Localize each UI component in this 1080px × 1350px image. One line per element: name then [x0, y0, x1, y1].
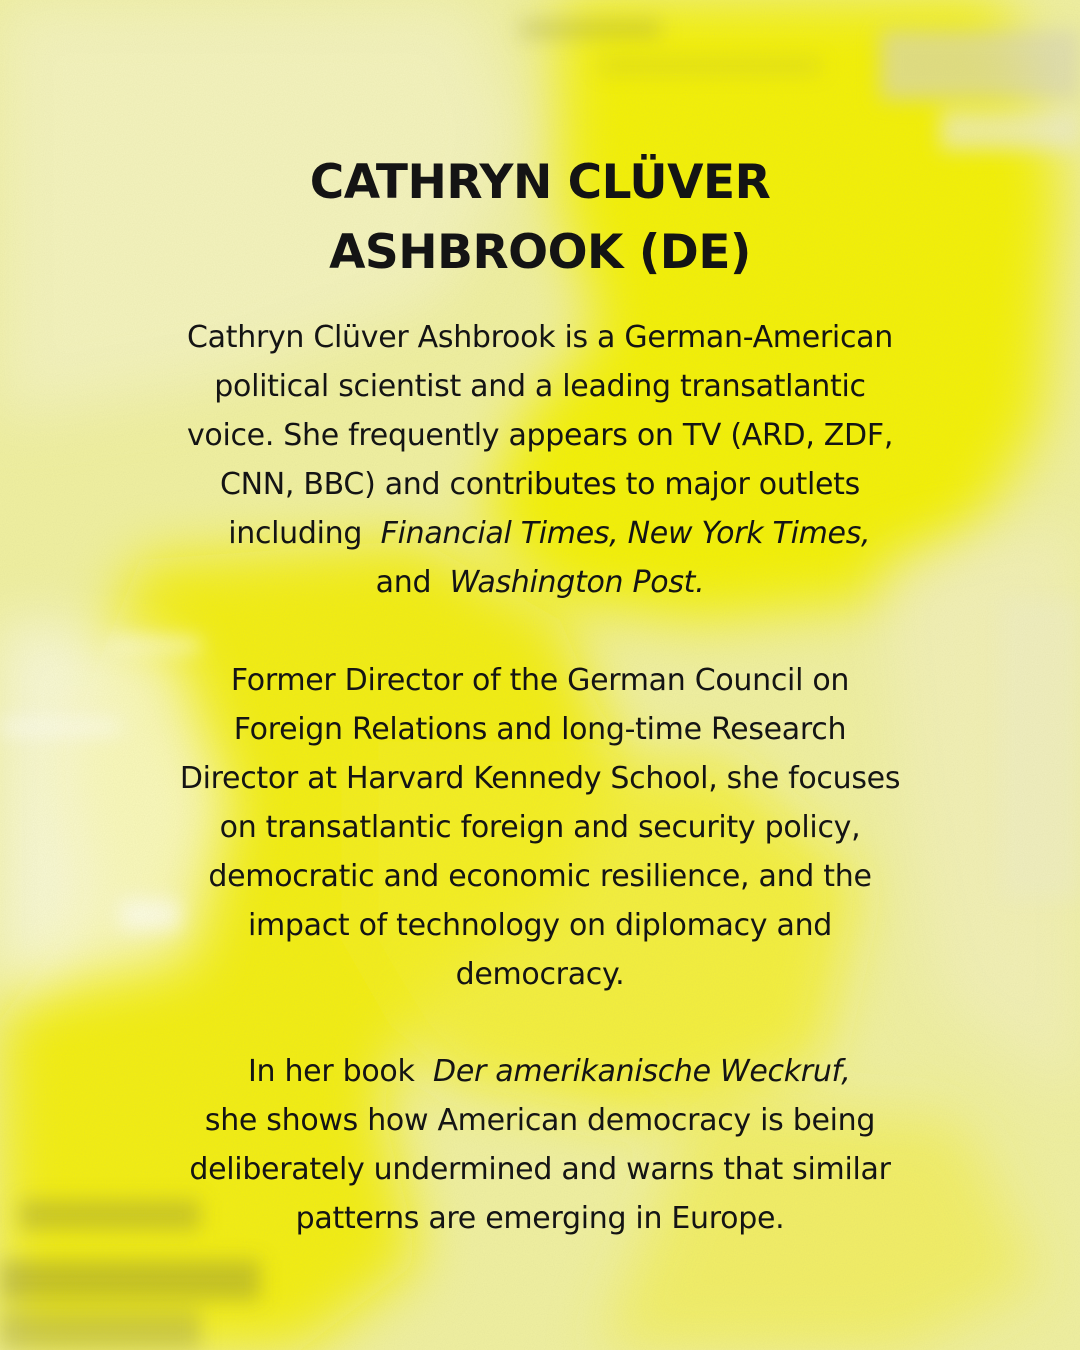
bio-line: on transatlantic foreign and security policy,: [219, 810, 861, 845]
outlet-names: Financial Times, New York Times,: [380, 516, 871, 551]
bio-line: Foreign Relations and long-time Research: [233, 712, 847, 747]
outlet-name: Washington Post.: [449, 565, 705, 600]
book-title: Der amerikanische Weckruf,: [433, 1054, 851, 1089]
bio-text: including: [228, 516, 363, 551]
bio-line: democracy.: [455, 957, 625, 992]
speaker-name-title: [140, 148, 940, 288]
bio-line: deliberately undermined and warns that similar: [189, 1152, 891, 1187]
bio-line: voice. She frequently appears on TV (ARD, ZDF,: [186, 418, 894, 453]
bio-paragraph-2: [100, 656, 980, 999]
bio-line: Former Director of the German Council on: [230, 663, 850, 698]
bio-line: she shows how American democracy is being: [204, 1103, 876, 1138]
bio-line: patterns are emerging in Europe.: [295, 1201, 785, 1236]
bio-line-outlets: [100, 509, 980, 558]
bio-text: In her book: [247, 1054, 415, 1089]
bio-line: democratic and economic resilience, and the: [208, 859, 872, 894]
bio-line: CNN, BBC) and contributes to major outlets: [220, 467, 860, 502]
title-line-2: ASHBROOK (DE): [329, 225, 751, 280]
bio-line: impact of technology on diplomacy and: [247, 908, 833, 943]
bio-line-outlets-end: [100, 558, 980, 607]
bio-paragraph-1: [100, 313, 980, 607]
bio-line-book: [100, 1047, 980, 1096]
bio-line: Director at Harvard Kennedy School, she focuses: [179, 761, 901, 796]
bio-text: and: [375, 565, 432, 600]
title-line-1: CATHRYN CLÜVER: [309, 155, 771, 210]
bio-paragraph-3: [100, 1047, 980, 1243]
bio-line: political scientist and a leading transatlantic: [214, 369, 866, 404]
bio-line: Cathryn Clüver Ashbrook is a German-American: [187, 320, 893, 355]
